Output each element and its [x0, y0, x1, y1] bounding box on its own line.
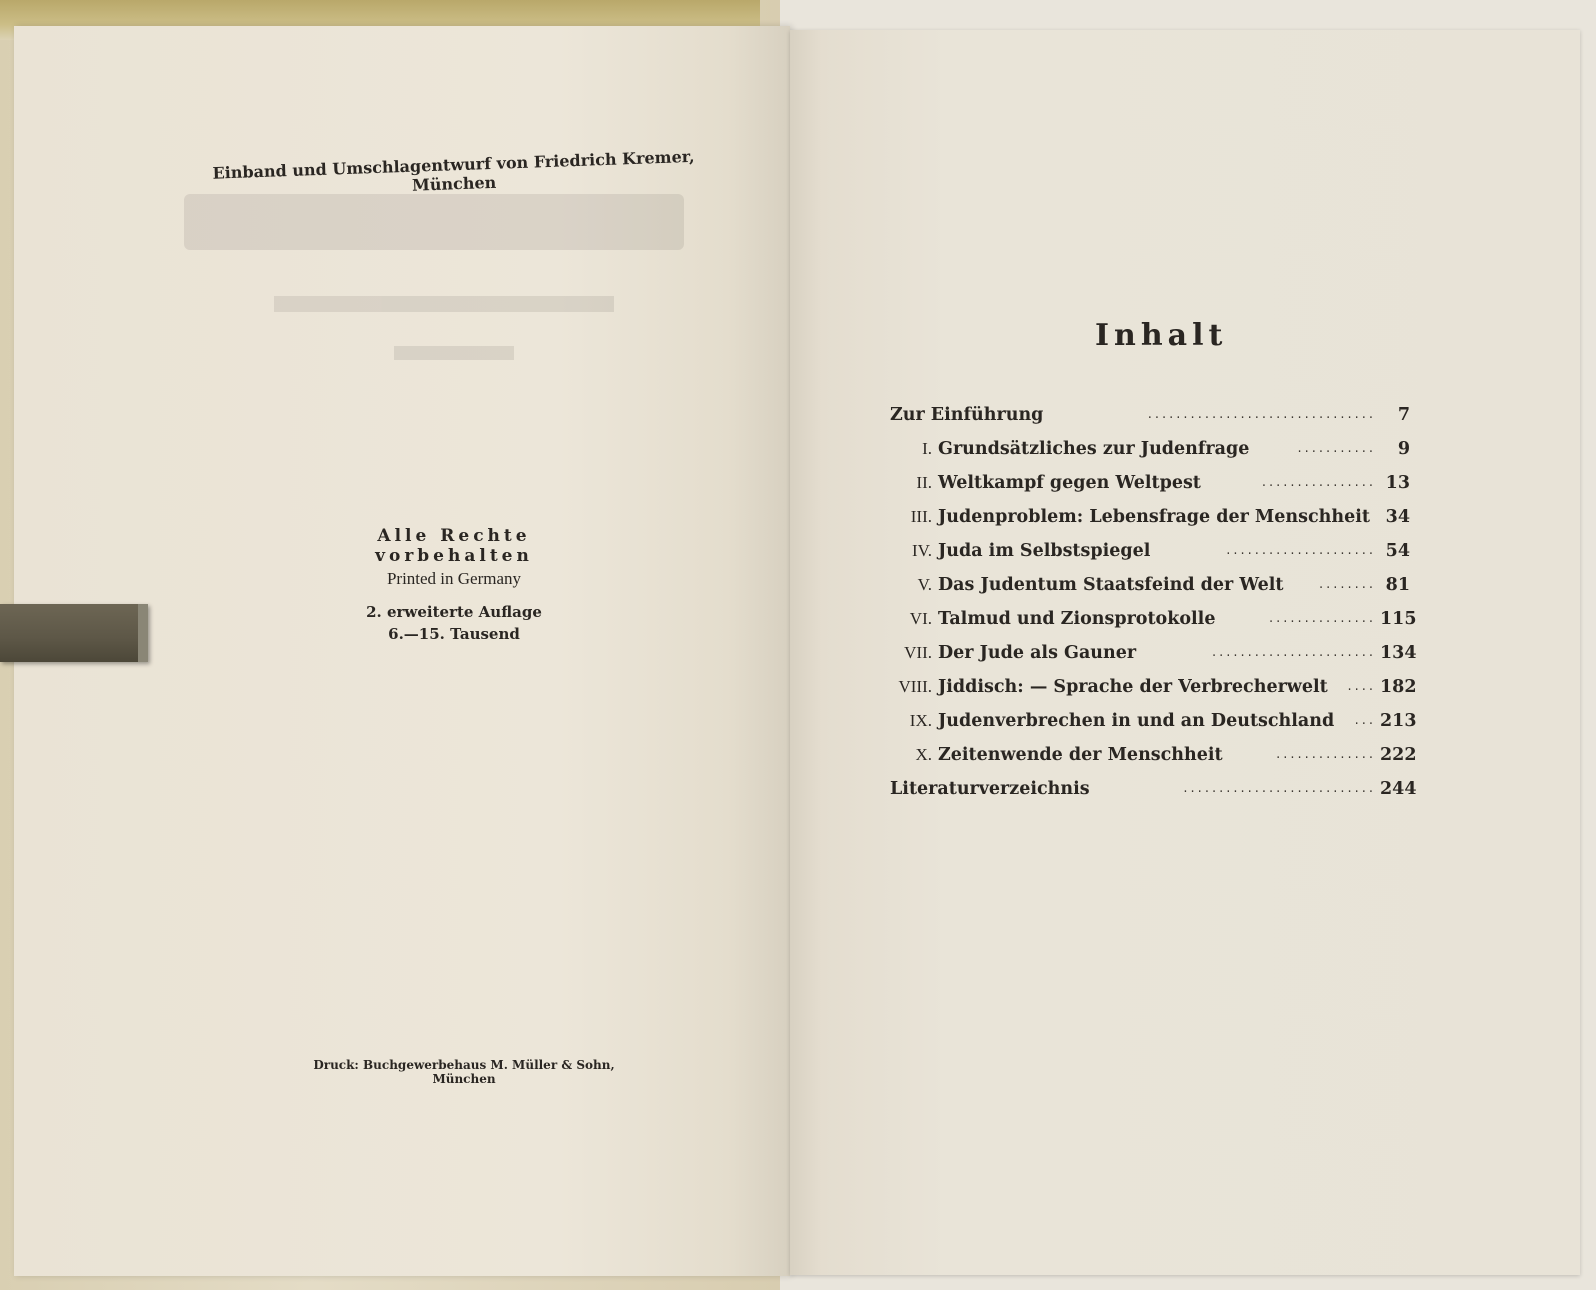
toc-entry-text: Talmud und Zionsprotokolle — [938, 609, 1216, 629]
toc-row — [890, 432, 1410, 466]
toc-entry-label — [922, 432, 1250, 466]
toc-entry-number: VII. — [904, 643, 932, 662]
cover-design-credit: Einband und Umschlagentwurf von Friedrich Kremer, München — [212, 146, 695, 195]
toc-row — [890, 500, 1410, 534]
toc-entry-label: Literaturverzeichnis — [890, 779, 1090, 799]
toc-page-number: 9 — [1397, 439, 1410, 459]
toc-page-number: 115 — [1380, 609, 1417, 629]
toc-page-number: 213 — [1380, 711, 1417, 731]
toc-leader-dots: .... — [1347, 679, 1376, 694]
toc-leader-dots: ............... — [1269, 611, 1376, 626]
toc-row — [890, 602, 1417, 636]
toc-entry-text: Weltkampf gegen Weltpest — [938, 473, 1201, 493]
toc-leader-dots: ....................... — [1211, 645, 1376, 660]
toc-page-number: 34 — [1385, 507, 1410, 527]
toc-entry-number: V. — [917, 575, 932, 594]
toc-row — [890, 738, 1417, 772]
toc-row — [890, 568, 1410, 602]
toc-row — [890, 398, 1410, 432]
toc-entry-text: Jiddisch: — Sprache der Verbrecherwelt — [938, 677, 1328, 697]
toc-entry-label — [912, 534, 1151, 568]
toc-entry-label — [909, 704, 1335, 738]
toc-entry-number: VIII. — [898, 677, 932, 696]
toc-entry-text: Judenverbrechen in und an Deutschland — [938, 711, 1335, 731]
toc-entry-text: Judenproblem: Lebensfrage der Menschheit — [938, 507, 1370, 527]
rights-reserved: Alle Rechte vorbehalten — [375, 526, 533, 566]
toc-row — [890, 670, 1417, 704]
toc-page-number: 7 — [1397, 405, 1410, 425]
toc-entry-text: Zeitenwende der Menschheit — [938, 745, 1223, 765]
toc-page-number: 54 — [1385, 541, 1410, 561]
edition: 2. erweiterte Auflage — [366, 603, 542, 621]
toc-leader-dots: ................................ — [1147, 407, 1376, 422]
toc-entry-number: IV. — [912, 541, 932, 560]
table-of-contents — [890, 398, 1417, 806]
page-clip — [0, 604, 148, 662]
toc-entry-number: I. — [922, 439, 932, 458]
toc-entry-label — [898, 670, 1328, 704]
toc-entry-text: Grundsätzliches zur Judenfrage — [938, 439, 1250, 459]
toc-entry-number: VI. — [909, 609, 932, 628]
toc-page-number: 134 — [1380, 643, 1417, 663]
toc-entry-text: Juda im Selbstspiegel — [938, 541, 1151, 561]
toc-entry-label — [915, 738, 1223, 772]
toc-entry-number: IX. — [909, 711, 932, 730]
toc-entry-label — [917, 568, 1284, 602]
toc-row — [890, 772, 1417, 806]
toc-leader-dots: .............. — [1276, 747, 1376, 762]
toc-entry-text: Das Judentum Staatsfeind der Welt — [938, 575, 1284, 595]
toc-entry-label: Zur Einführung — [890, 405, 1044, 425]
toc-entry-label — [910, 500, 1370, 534]
toc-page-number: 13 — [1385, 473, 1410, 493]
toc-entry-number: III. — [910, 507, 932, 526]
toc-leader-dots: ... — [1354, 713, 1376, 728]
print-run: 6.—15. Tausend — [388, 625, 520, 643]
toc-page-number: 222 — [1380, 745, 1417, 765]
toc-entry-number: X. — [915, 745, 932, 764]
toc-row — [890, 466, 1410, 500]
toc-row — [890, 534, 1410, 568]
rights-block — [304, 526, 604, 643]
toc-leader-dots: ........... — [1297, 441, 1376, 456]
bleed-through-text — [174, 186, 694, 406]
toc-entry-label — [904, 636, 1137, 670]
printer-imprint: Druck: Buchgewerbehaus M. Müller & Sohn, München — [313, 1058, 615, 1086]
toc-entry-label — [909, 602, 1216, 636]
toc-row — [890, 704, 1417, 738]
toc-leader-dots: ........................... — [1183, 781, 1376, 796]
toc-row — [890, 636, 1417, 670]
toc-title: Inhalt — [1095, 318, 1228, 353]
toc-page-number: 182 — [1380, 677, 1417, 697]
toc-leader-dots: ........ — [1318, 577, 1376, 592]
toc-leader-dots: ..................... — [1226, 543, 1376, 558]
toc-entry-label — [916, 466, 1201, 500]
toc-entry-number: II. — [916, 473, 932, 492]
toc-page-number: 81 — [1385, 575, 1410, 595]
toc-entry-text: Der Jude als Gauner — [938, 643, 1137, 663]
printed-in: Printed in Germany — [386, 569, 522, 588]
toc-page-number: 244 — [1380, 779, 1417, 799]
toc-leader-dots: ................ — [1261, 475, 1376, 490]
